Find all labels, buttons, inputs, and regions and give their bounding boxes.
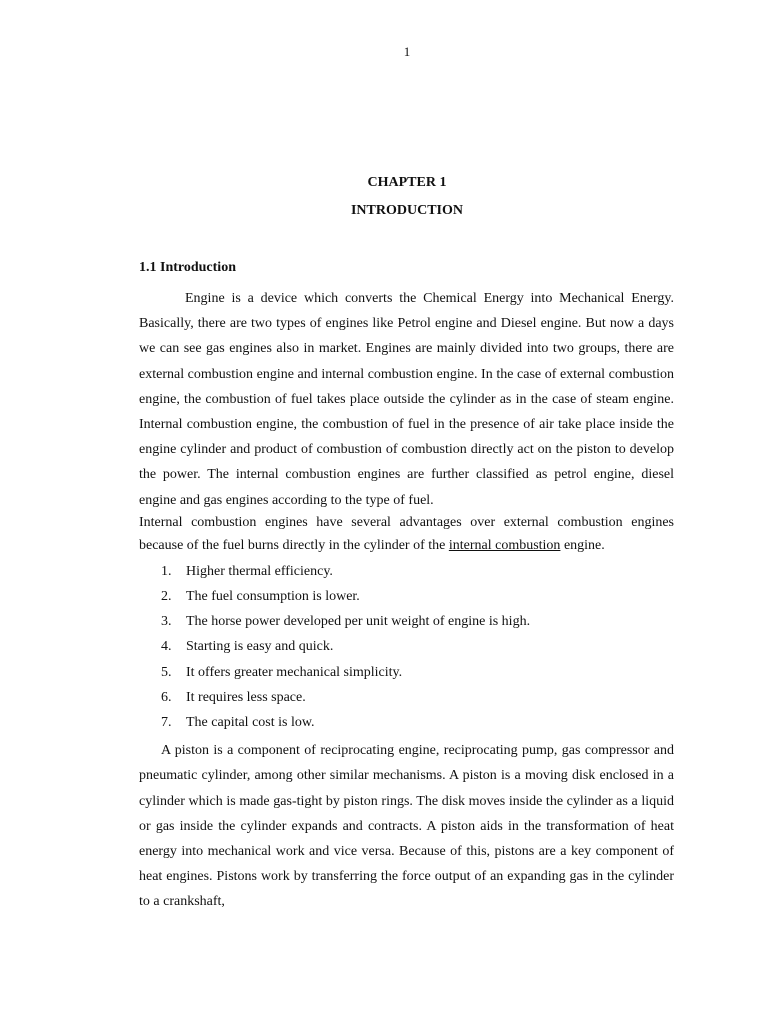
list-item-text: The horse power developed per unit weight of engine is high. [186,614,531,630]
intro-paragraph: Engine is a device which converts the Chemical Energy into Mechanical Energy. Basically, there are two types of engines like Petrol engine and Diesel engine. But now a days we can see gas engines also in market. Engines are mainly divided into two groups, there are external combustion engine and internal combustion engine. In the case of external combustion engine, the combustion of fuel takes place outside the cylinder as in the case of steam engine. Internal combustion engine, the combustion of fuel in the presence of air take place inside the engine cylinder and product of combustion of combustion directly act on the piston to develop the power. The internal combustion engines are further classified as petrol engine, diesel engine and gas engines according to the type of fuel. [139,291,674,508]
section-heading: 1.1 Introduction [139,260,236,275]
piston-paragraph: A piston is a component of reciprocating engine, reciprocating pump, gas compressor and pneumatic cylinder, among other similar mechanisms. A piston is a moving disk enclosed in a cylinder which is made gas-tight by piston rings. The disk moves inside the cylinder as a liquid or gas inside the cylinder expands and contracts. A piston aids in the transformation of heat energy into mechanical work and vice versa. Because of this, pistons are a key component of heat engines. Pistons work by transferring the force output of an expanding gas in the cylinder to a crankshaft, [139,743,674,910]
list-item-number: 2. [161,589,172,605]
page-number: 1 [403,44,411,59]
list-item-number: 1. [161,563,172,579]
chapter-title: INTRODUCTION [350,203,463,218]
intro-paragraph-continuation [139,511,674,557]
list-item [139,634,674,659]
list-item-number: 7. [161,714,172,730]
list-item-text: Starting is easy and quick. [186,639,334,655]
continuation-text: Internal combustion engines have several advantages over external combustion engines because of the fuel burns directly in the cylinder of the [139,514,674,553]
list-item-text: Higher thermal efficiency. [186,563,333,579]
list-item [139,609,674,634]
section-content [139,259,674,915]
internal-combustion-link[interactable]: internal combustion [448,537,561,553]
list-item-text: The fuel consumption is lower. [186,589,360,605]
list-item [139,559,674,584]
list-item-number: 3. [161,614,172,630]
list-item [139,584,674,609]
list-item-number: 5. [161,664,172,680]
advantages-list [139,559,674,735]
list-item-text: It offers greater mechanical simplicity. [186,664,403,680]
list-item-text: The capital cost is low. [186,714,315,730]
list-item-number: 6. [161,689,172,705]
list-item-number: 4. [161,639,172,655]
list-item [139,685,674,710]
chapter-number: CHAPTER 1 [367,175,447,190]
continuation-end: engine. [563,537,605,553]
list-item [139,660,674,685]
list-item [139,710,674,735]
list-item-text: It requires less space. [186,689,306,705]
